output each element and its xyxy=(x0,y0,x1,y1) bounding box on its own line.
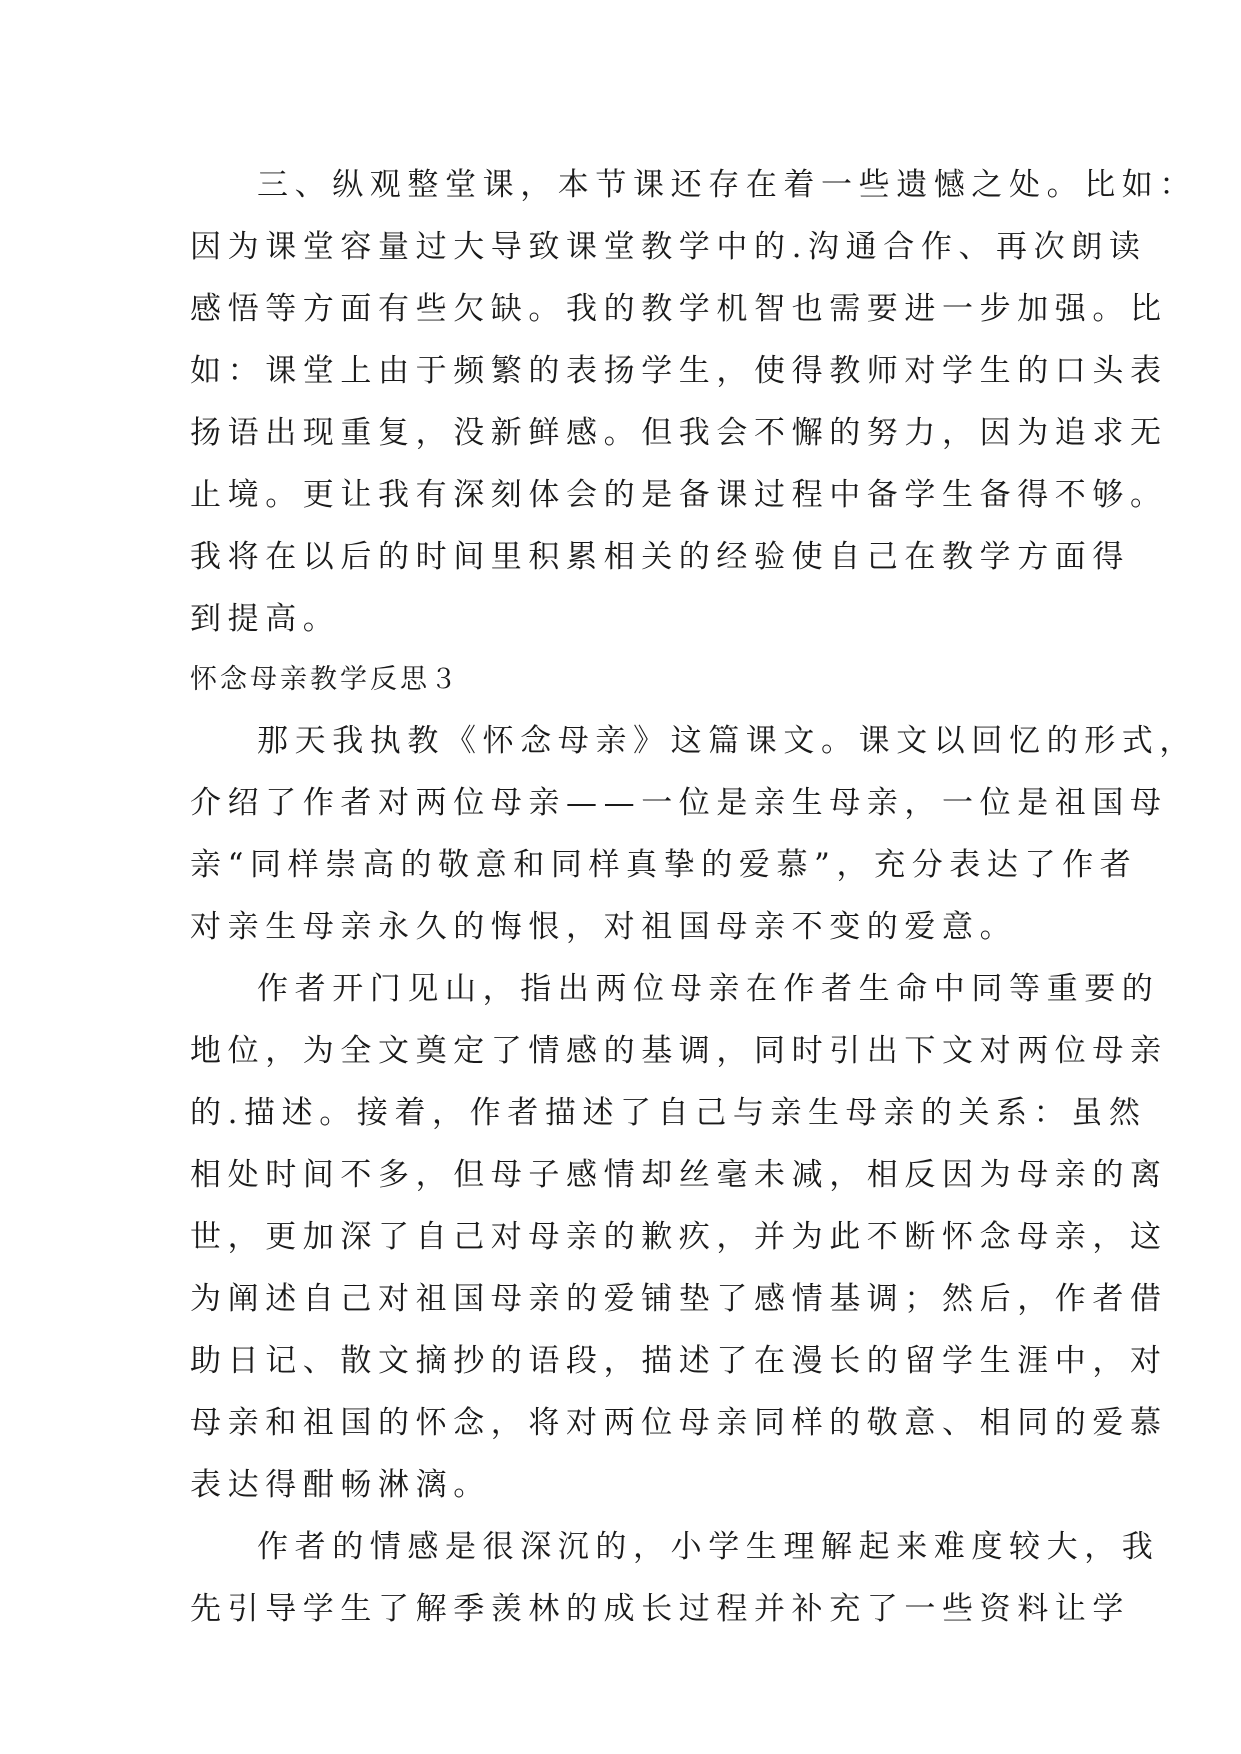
paragraph-line: 扬语出现重复，没新鲜感。但我会不懈的努力，因为追求无 xyxy=(190,415,1168,451)
paragraph-line: 亲“同样崇高的敬意和同样真挚的爱慕”，充分表达了作者 xyxy=(190,847,1138,883)
paragraph-line: 表达得酣畅淋漓。 xyxy=(190,1467,491,1503)
paragraph-line: 母亲和祖国的怀念，将对两位母亲同样的敬意、相同的爱慕 xyxy=(190,1405,1168,1441)
paragraph-line: 因为课堂容量过大导致课堂教学中的.沟通合作、再次朗读 xyxy=(190,229,1147,265)
paragraph-line: 三、纵观整堂课，本节课还存在着一些遗憾之处。比如： xyxy=(257,167,1197,203)
paragraph-line: 那天我执教《怀念母亲》这篇课文。课文以回忆的形式， xyxy=(257,723,1197,759)
paragraph-line: 如：课堂上由于频繁的表扬学生，使得教师对学生的口头表 xyxy=(190,353,1168,389)
paragraph-line: 作者的情感是很深沉的，小学生理解起来难度较大，我 xyxy=(257,1529,1160,1565)
paragraph-line: 先引导学生了解季羡林的成长过程并补充了一些资料让学 xyxy=(190,1591,1130,1627)
paragraph-line: 对亲生母亲永久的悔恨，对祖国母亲不变的爱意。 xyxy=(190,909,1018,945)
paragraph-line: 的.描述。接着，作者描述了自己与亲生母亲的关系：虽然 xyxy=(190,1095,1147,1131)
paragraph-line: 感悟等方面有些欠缺。我的教学机智也需要进一步加强。比 xyxy=(190,291,1168,327)
paragraph-line: 为阐述自己对祖国母亲的爱铺垫了感情基调；然后，作者借 xyxy=(190,1281,1168,1317)
section-heading: 怀念母亲教学反思３ xyxy=(190,664,460,695)
paragraph-line: 到提高。 xyxy=(190,601,341,637)
paragraph-line: 地位，为全文奠定了情感的基调，同时引出下文对两位母亲 xyxy=(190,1033,1168,1069)
paragraph-line: 介绍了作者对两位母亲——一位是亲生母亲，一位是祖国母 xyxy=(190,785,1168,821)
paragraph-line: 作者开门见山，指出两位母亲在作者生命中同等重要的 xyxy=(257,971,1160,1007)
paragraph-line: 相处时间不多，但母子感情却丝毫未减，相反因为母亲的离 xyxy=(190,1157,1168,1193)
paragraph-line: 我将在以后的时间里积累相关的经验使自己在教学方面得 xyxy=(190,539,1130,575)
paragraph-line: 止境。更让我有深刻体会的是备课过程中备学生备得不够。 xyxy=(190,477,1168,513)
paragraph-line: 助日记、散文摘抄的语段，描述了在漫长的留学生涯中，对 xyxy=(190,1343,1168,1379)
paragraph-line: 世，更加深了自己对母亲的歉疚，并为此不断怀念母亲，这 xyxy=(190,1219,1168,1255)
